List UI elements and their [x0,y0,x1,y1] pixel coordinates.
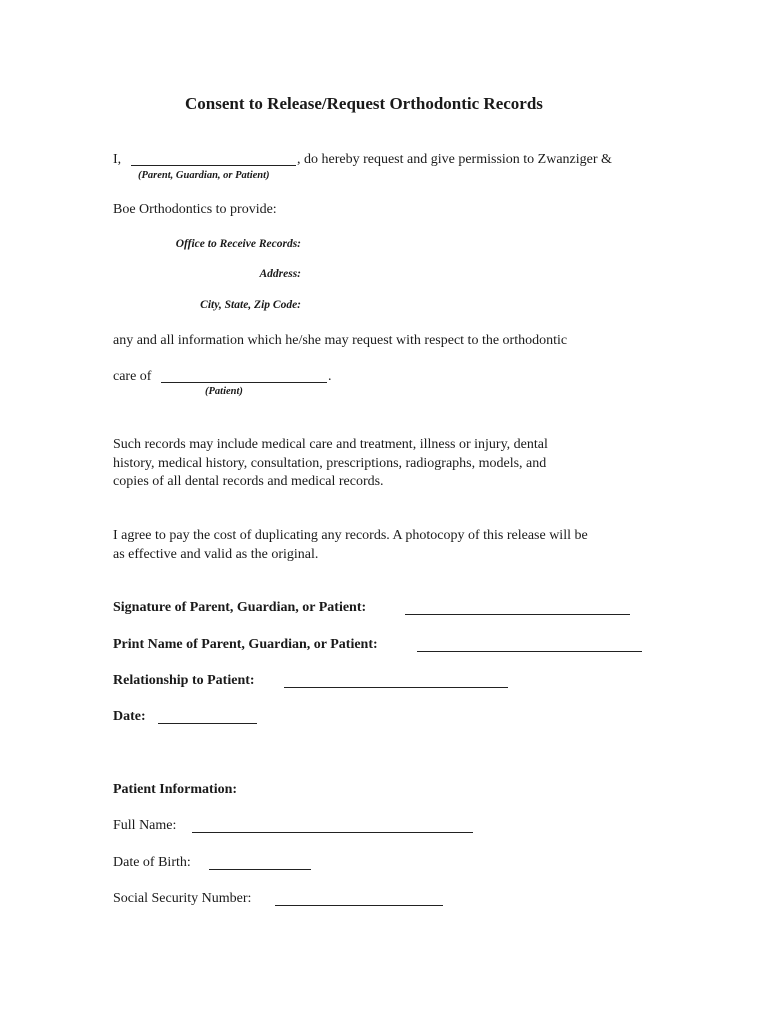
ssn-field[interactable] [275,905,443,906]
intro-suffix: , do hereby request and give permission to Zwanziger & [297,152,612,167]
records-line-3: copies of all dental records and medical records. [113,474,384,489]
date-field[interactable] [158,723,257,724]
patient-caption: (Patient) [205,386,243,397]
office-label: Office to Receive Records: [175,238,301,250]
city-state-zip-label: City, State, Zip Code: [200,299,301,311]
agree-line-2: as effective and valid as the original. [113,546,319,562]
date-label: Date: [113,709,146,724]
relationship-label: Relationship to Patient: [113,673,255,688]
care-line: any and all information which he/she may request with respect to the orthodontic [113,333,568,348]
print-name-field[interactable] [417,651,642,652]
intro-prefix: I, [113,152,122,167]
records-paragraph [113,436,548,492]
print-name-label: Print Name of Parent, Guardian, or Patient: [113,637,378,652]
intro-line2: Boe Orthodontics to provide: [113,202,277,217]
full-name-field[interactable] [192,832,473,833]
relationship-field[interactable] [284,687,508,688]
care-suffix: . [328,369,332,384]
parent-name-field[interactable] [131,165,296,166]
address-label: Address: [259,268,301,280]
patient-info-heading: Patient Information: [113,782,238,797]
page-title: Consent to Release/Request Orthodontic Records [185,94,543,113]
dob-label: Date of Birth: [113,855,191,870]
care-prefix: care of [113,369,152,384]
agree-paragraph [113,527,588,564]
ssn-label: Social Security Number: [113,891,252,906]
full-name-label: Full Name: [113,818,177,833]
patient-name-field[interactable] [161,382,327,383]
signature-field[interactable] [405,614,630,615]
records-line-1: Such records may include medical care and treatment, illness or injury, dental [113,437,548,452]
signature-label: Signature of Parent, Guardian, or Patient: [113,600,367,615]
parent-caption: (Parent, Guardian, or Patient) [138,170,270,181]
records-line-2: history, medical history, consultation, prescriptions, radiographs, models, and [113,455,547,471]
agree-line-1: I agree to pay the cost of duplicating any records. A photocopy of this release will be [113,528,588,543]
dob-field[interactable] [209,869,311,870]
